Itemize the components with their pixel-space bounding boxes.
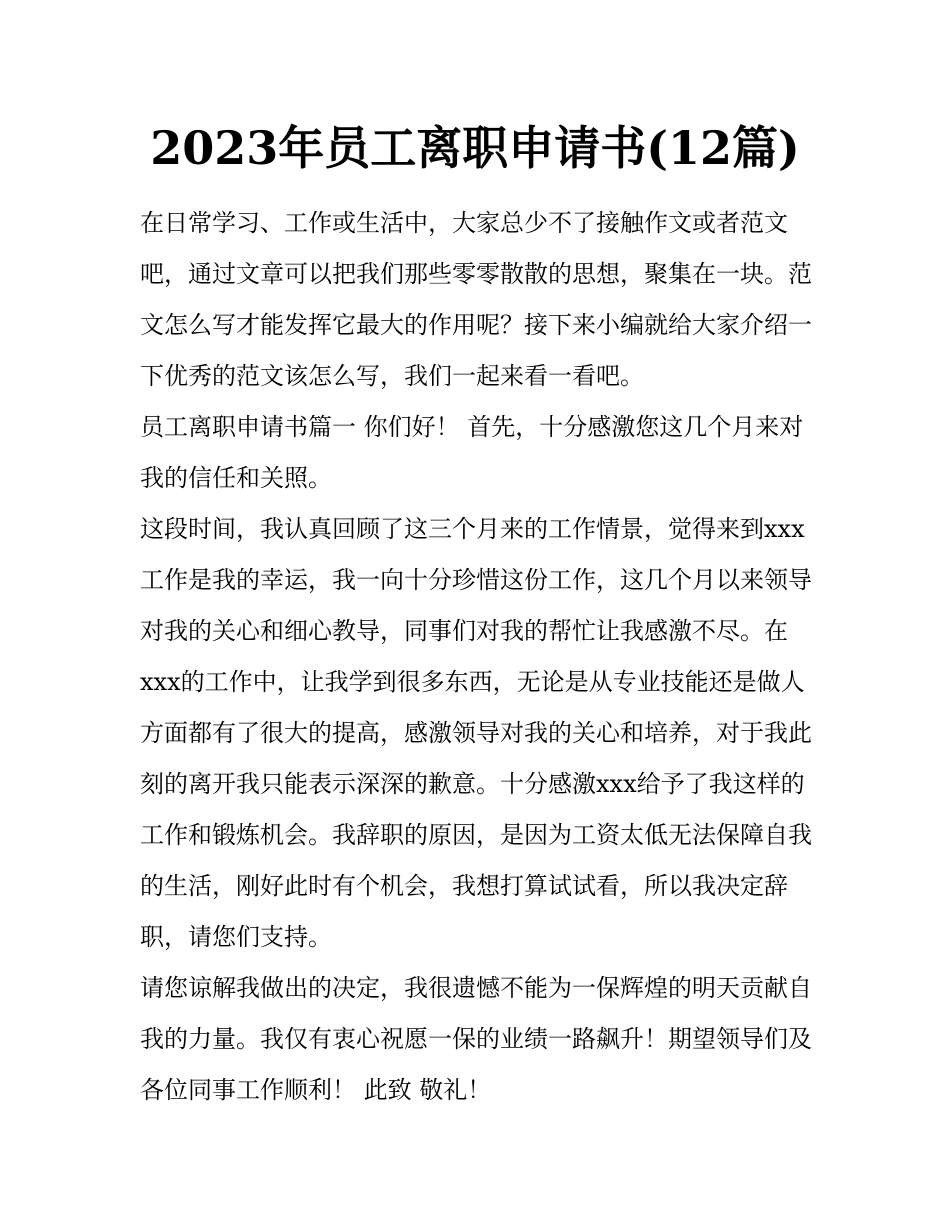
paragraph-reason: 这段时间，我认真回顾了这三个月来的工作情景，觉得来到xxx工作是我的幸运，我一向十分珍惜这份工作，这几个月以来领导对我的关心和细心教导，同事们对我的帮忙让我感激不尽。在xxx的工作中，让我学到很多东西，无论是从专业技能还是做人方面都有了很大的提高，感激领导对我的关心和培养，对于我此刻的离开我只能表示深深的歉意。十分感激xxx给予了我这样的工作和锻炼机会。我辞职的原因，是因为工资太低无法保障自我的生活，刚好此时有个机会，我想打算试试看，所以我决定辞职，请您们支持。: [140, 515, 812, 951]
paragraph-closing: 请您谅解我做出的决定，我很遗憾不能为一保辉煌的明天贡献自我的力量。我仅有衷心祝愿一保的业绩一路飙升！期望领导们及各位同事工作顺利！ 此致 敬礼！: [140, 974, 812, 1104]
paragraph-intro: 在日常学习、工作或生活中，大家总少不了接触作文或者范文吧，通过文章可以把我们那些零零散散的思想，聚集在一块。范文怎么写才能发挥它最大的作用呢？接下来小编就给大家介绍一下优秀的范文该怎么写，我们一起来看一看吧。: [140, 209, 812, 390]
document-body: [140, 198, 820, 1116]
document-title: 2023年员工离职申请书(12篇): [150, 121, 800, 175]
paragraph-greeting: 员工离职申请书篇一 你们好！ 首先，十分感激您这几个月来对我的信任和关照。: [140, 413, 804, 492]
